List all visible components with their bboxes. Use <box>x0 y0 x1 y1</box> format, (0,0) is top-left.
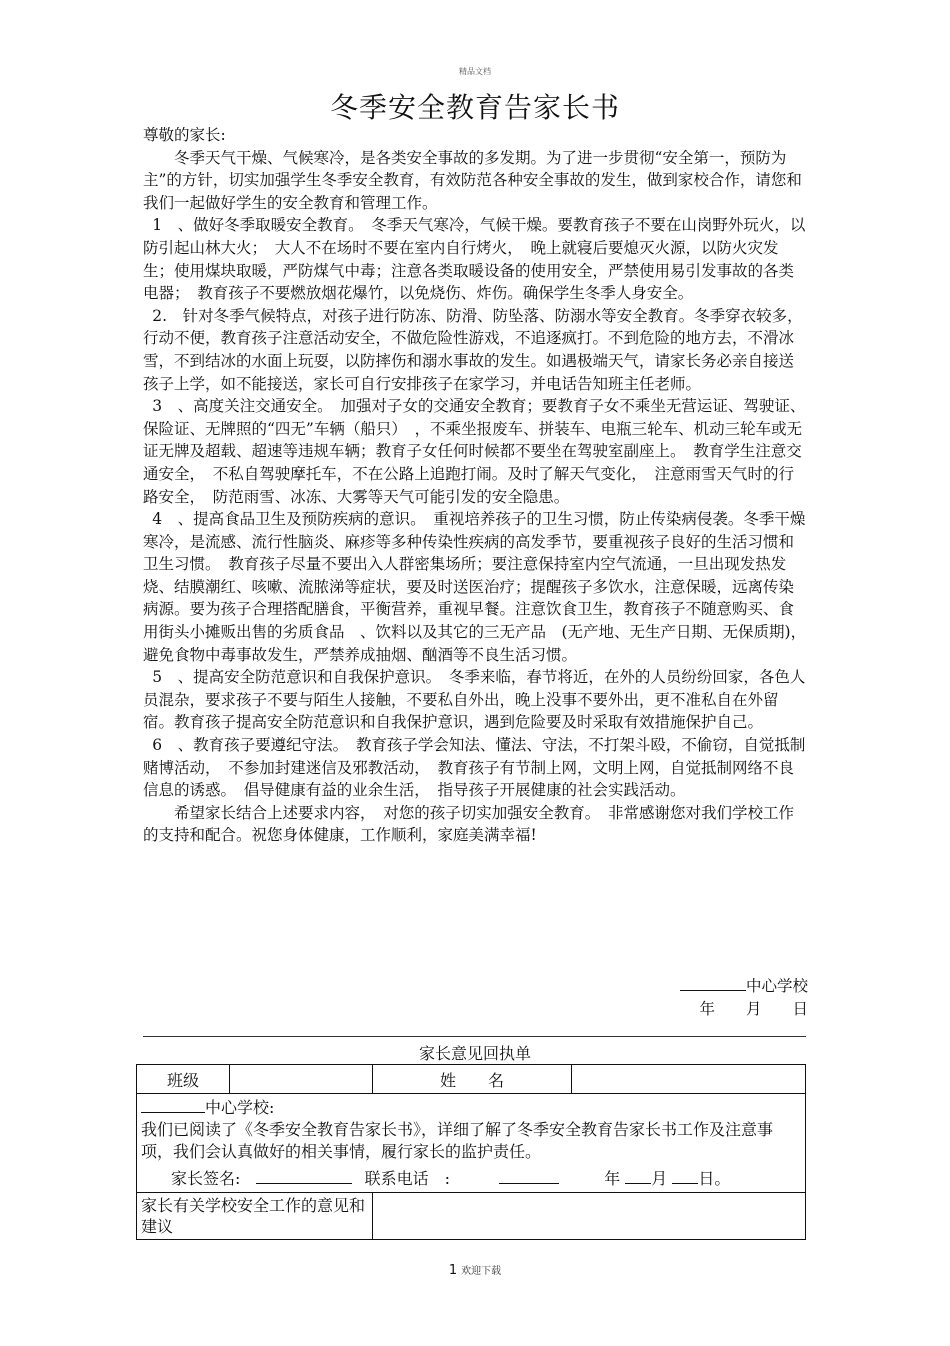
footer-text: 欢迎下载 <box>461 1266 502 1277</box>
receipt-title: 家长意见回执单 <box>418 1044 531 1063</box>
signature-date: 年 月 日 <box>699 1000 808 1018</box>
month-label: 月 <box>651 1169 668 1188</box>
receipt-addressee: 中心学校: <box>205 1098 275 1117</box>
page-footer <box>0 1262 950 1278</box>
cut-divider <box>143 1036 806 1037</box>
signature-school: 中心学校 <box>745 977 808 995</box>
opinion-field[interactable] <box>373 1193 806 1240</box>
parent-sign-field[interactable] <box>256 1167 352 1184</box>
day-blank[interactable] <box>672 1167 698 1184</box>
intro-paragraph: 冬季天气干燥、气候寒冷，是各类安全事故的多发期。为了进一步贯彻“安全第一，预防为主”的方针，切实加强学生冬季安全教育，有效防范各种安全事故的发生，做到家校合作，请您和我们一起做好学生的安全教育和管理工作。 <box>143 148 802 212</box>
header-note: 精品文档 <box>459 67 491 76</box>
salutation: 尊敬的家长: <box>143 126 226 144</box>
item-3-paragraph: 3 、高度关注交通安全。 加强对子女的交通安全教育；要教育子女不乘坐无营运证、驾驶证、保险证、无牌照的“四无”车辆（船只） ，不乘坐报废车、拼装车、电瓶三轮车、机动三轮车或无证无牌及超载、超速等违规车辆；教育子女任何时候都不要坐在驾驶室副座上。 教育学生注意交通安全， 不私自驾驶摩托车，不在公路上追跑打闹。及时了解天气变化， 注意雨雪天气时的行路安全， 防范雨雪、冰冻、大雾等天气可能引发的安全隐患。 <box>143 397 806 506</box>
receipt-table <box>136 1064 806 1240</box>
item-1-paragraph: 1 、做好冬季取暖安全教育。 冬季天气寒冷，气候干燥。要教育孩子不要在山岗野外玩火，以防引起山林大火； 大人不在场时不要在室内自行烤火， 晚上就寝后要熄灭火源，以防火灾发生；使用煤块取暖，严防煤气中毒；注意各类取暖设备的使用安全，严禁使用易引发事故的各类电器； 教育孩子不要燃放烟花爆竹，以免烧伤、炸伤。确保学生冬季人身安全。 <box>143 216 806 303</box>
class-field[interactable] <box>230 1065 373 1094</box>
receipt-statement-cell <box>137 1094 806 1193</box>
day-label: 日。 <box>698 1169 731 1188</box>
closing-paragraph: 希望家长结合上述要求内容， 对您的孩子切实加强安全教育。 非常感谢您对我们学校工作的支持和配合。祝您身体健康，工作顺利，家庭美满幸福! <box>143 803 795 845</box>
item-4-paragraph: 4 、提高食品卫生及预防疾病的意识。 重视培养孩子的卫生习惯，防止传染病侵袭。冬季干燥寒冷，是流感、流行性脑炎、麻疹等多种传染性疾病的高发季节，要重视孩子良好的生活习惯和卫生习惯。 教育孩子尽量不要出入人群密集场所；要注意保持室内空气流通，一旦出现发热发烧、结膜潮红、咳嗽、流脓涕等症状，要及时送医治疗；提醒孩子多饮水，注意保暖，远离传染病源。要为孩子合理搭配膳食，平衡营养，重视早餐。注意饮食卫生，教育孩子不随意购买、食用街头小摊贩出售的劣质食品 、饮料以及其它的三无产品 (无产地、无生产日期、无保质期)，避免食物中毒事故发生，严禁养成抽烟、酗酒等不良生活习惯。 <box>143 510 807 664</box>
parent-sign-label: 家长签名: <box>171 1169 241 1188</box>
item-2-paragraph: 2. 针对冬季气候特点，对孩子进行防冻、防滑、防坠落、防溺水等安全教育。冬季穿衣较多，行动不便，教育孩子注意活动安全，不做危险性游戏，不追逐疯打。不到危险的地方去，不滑冰雪，不到结冰的水面上玩耍，以防摔伤和溺水事故的发生。如遇极端天气，请家长务必亲自接送孩子上学，如不能接送，家长可自行安排孩子在家学习，并电话告知班主任老师。 <box>143 306 803 393</box>
school-blank[interactable] <box>141 1096 205 1113</box>
name-field[interactable] <box>572 1065 806 1094</box>
item-5-paragraph: 5 、提高安全防范意识和自我保护意识。 冬季来临，春节将近，在外的人员纷纷回家，各色人员混杂，要求孩子不要与陌生人接触，不要私自外出，晚上没事不要外出，更不准私自在外留宿。教育孩子提高安全防范意识和自我保护意识，遇到危险要及时采取有效措施保护自己。 <box>143 668 806 732</box>
receipt-statement: 我们已阅读了《冬季安全教育告家长书》，详细了解了冬季安全教育告家长书工作及注意事项，我们会认真做好的相关事情，履行家长的监护责任。 <box>141 1120 774 1161</box>
phone-field[interactable] <box>499 1167 559 1184</box>
page-title: 冬季安全教育告家长书 <box>329 91 620 124</box>
sign-row <box>141 1167 801 1190</box>
letter-body <box>143 124 808 847</box>
phone-label: 联系电话 : <box>364 1169 450 1188</box>
item-6-paragraph: 6 、教育孩子要遵纪守法。 教育孩子学会知法、懂法、守法，不打架斗殴，不偷窃，自觉抵制赌博活动， 不参加封建迷信及邪教活动， 教育孩子有节制上网，文明上网，自觉抵制网络不良信息的诱惑。 倡导健康有益的业余生活， 指导孩子开展健康的社会实践活动。 <box>143 736 806 800</box>
page-number: 1 <box>448 1263 458 1278</box>
month-blank[interactable] <box>625 1167 651 1184</box>
school-name-blank <box>680 976 746 991</box>
year-label: 年 <box>604 1169 621 1188</box>
class-label: 班级 <box>137 1065 230 1094</box>
opinion-label: 家长有关学校安全工作的意见和建议 <box>137 1193 373 1240</box>
name-label: 姓 名 <box>373 1065 572 1094</box>
signature-school-line <box>143 974 808 996</box>
